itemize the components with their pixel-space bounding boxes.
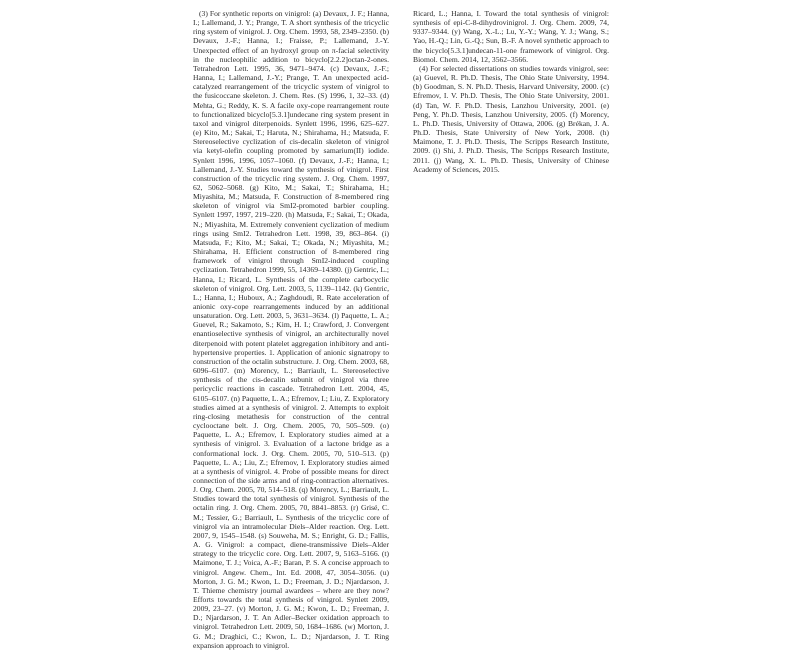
reference-3-continuation-paragraph: Ricard, L.; Hanna, I. Toward the total synthesis of vinigrol: synthesis of epi-C-8-dihydrovinigrol. J. Org. Chem. 2009, 74, 9337–9344. (y) Wang, X.-L.; Lu, Y.-Y.; Wang, Y. J.; Wang, S.; Yao, H.-Q.; Lin, G.-Q.; Sun, B.-F. A novel synthetic approach to the bicyclo[5.3.1]undecan-11-one framework of vinigrol. Org. Biomol. Chem. 2014, 12, 3562–3566. (413, 9, 609, 64)
reference-3-paragraph: (3) For synthetic reports on vinigrol: (a) Devaux, J. F.; Hanna, I.; Lallemand, J. Y.; Prange, T. A short synthesis of the tricyclic ring system of vinigrol. J. Org. Chem. 1993, 58, 2349–2350. (b) Devaux, J.-F.; Hanna, I.; Fraisse, P.; Lallemand, J.-Y. Unexpected effect of an hydroxyl group on π-facial selectivity in the nucleophilic addition to bicyclo[2.2.2]octan-2-ones. Tetrahedron Lett. 1995, 36, 9471–9474. (c) Devaux, J.-F.; Hanna, I.; Lallemand, J.-Y.; Prange, T. An unexpected acid-catalyzed rearrangement of the tricyclic system of vinigrol to the fusicoccane skeleton. J. Chem. Res. (S) 1996, 1, 32–33. (d) Mehta, G.; Reddy, K. S. A facile oxy-cope rearrangement route to functionalized bicyclo[5.3.1]undecane ring system present in taxol and vinigrol diterpenoids. Synlett 1996, 1996, 625–627. (e) Kito, M.; Sakai, T.; Haruta, N.; Shirahama, H.; Matsuda, F. Stereoselective cyclization of cis-decalin skeleton of vinigrol via ketyl-olefin coupling promoted by samarium(II) iodide. Synlett 1996, 1996, 1057–1060. (f) Devaux, J.-F.; Hanna, I.; Lallemand, J.-Y. Studies toward the synthesis of vinigrol. First construction of the tricyclic ring system. J. Org. Chem. 1997, 62, 5062–5068. (g) Kito, M.; Sakai, T.; Shirahama, H.; Miyashita, M.; Matsuda, F. Construction of 8-membered ring skeleton of vinigrol via SmI2-promoted barbier coupling. Synlett 1997, 1997, 219–220. (h) Matsuda, F.; Sakai, T.; Okada, N.; Miyashita, M. Extremely convenient cyclization of medium rings using SmI2. Tetrahedron Lett. 1998, 39, 863–864. (i) Matsuda, F.; Kito, M.; Sakai, T.; Okada, N.; Miyashita, M.; Shirahama, H. Efficient construction of 8-membered ring framework of vinigrol through SmI2-induced coupling cyclization. Tetrahedron 1999, 55, 14369–14380. (j) Gentric, L.; Hanna, I.; Ricard, L. Synthesis of the complete carbocyclic skeleton of vinigrol. Org. Lett. 2003, 5, 1139–1142. (k) Gentric, L.; Hanna, I.; Huboux, A.; Zaghdoudi, R. Rate acceleration of anionic oxy-cope rearrangements induced by an additional unsaturation. Org. Lett. 2003, 5, 3631–3634. (l) Paquette, L. A.; Guevel, R.; Sakamoto, S.; Kim, H. I.; Crawford, J. Convergent enantioselective synthesis of vinigrol, an architecturally novel diterpenoid with potent platelet aggregation inhibitory and anti-hypertensive properties. 1. Application of anionic signatropy to construction of the octalin substructure. J. Org. Chem. 2003, 68, 6096–6107. (m) Morency, L.; Barriault, L. Stereoselective synthesis of the cis-decalin subunit of vinigrol via three pericyclic reactions in cascade. Tetrahedron Lett. 2004, 45, 6105–6107. (n) Paquette, L. A.; Efremov, I.; Liu, Z. Exploratory studies aimed at a synthesis of vinigrol. 2. Attempts to exploit ring-closing metathesis for construction of the central cyclooctane belt. J. Org. Chem. 2005, 70, 505–509. (o) Paquette, L. A.; Efremov, I. Exploratory studies aimed at a synthesis of vinigrol. 3. Evaluation of a lactone bridge as a conformational lock. J. Org. Chem. 2005, 70, 510–513. (p) Paquette, L. A.; Liu, Z.; Efremov, I. Exploratory studies aimed at a synthesis of vinigrol. 4. Probe of possible means for direct connection of the side arms and of ring-contraction alternatives. J. Org. Chem. 2005, 70, 514–518. (q) Morency, L.; Barriault, L. Studies toward the total synthesis of vinigrol. Synthesis of the octalin ring. J. Org. Chem. 2005, 70, 8841–8853. (r) Grisé, C. M.; Tessier, G.; Barriault, L. Synthesis of the tricyclic core of vinigrol via an intramolecular Diels–Alder reaction. Org. Lett. 2007, 9, 1545–1548. (s) Souweha, M. S.; Enright, G. D.; Fallis, A. G. Vinigrol: a compact, diene-transmissive Diels–Alder strategy to the tricyclic core. Org. Lett. 2007, 9, 5163–5166. (t) Maimone, T. J.; Voica, A.-F.; Baran, P. S. A concise approach to vinigrol. Angew. Chem., Int. Ed. 2008, 47, 3054–3056. (u) Morton, J. G. M.; Kwon, L. D.; Freeman, J. D.; Njardarson, J. T. Thieme chemistry journal awardees – where are they now? Efforts towards the total synthesis of vinigrol. Synlett 2009, 2009, 23–27. (v) Morton, J. G. M.; Kwon, L. D.; Freeman, J. D.; Njardarson, J. T. An Adler–Becker oxidation approach to vinigrol. Tetrahedron Lett. 2009, 50, 1684–1686. (w) Morton, J. G. M.; Draghici, C.; Kwon, L. D.; Njardarson, J. T. Ring expansion approach to vinigrol. (193, 9, 389, 650)
left-column (193, 9, 389, 650)
right-column (413, 9, 609, 174)
reference-4-paragraph: (4) For selected dissertations on studies towards vinigrol, see: (a) Guevel, R. Ph.D. Thesis, The Ohio State University, 1994. (b) Goodman, S. N. Ph.D. Thesis, Harvard University, 2000. (c) Efremov, I. V. Ph.D. Thesis, The Ohio State University, 2001. (d) Tan, W. F. Ph.D. Thesis, Lanzhou University, 2001. (e) Peng, Y. Ph.D. Thesis, Lanzhou University, 2005. (f) Morency, L. Ph.D. Thesis, University of Ottawa, 2006. (g) Brékan, J. A. Ph.D. Thesis, State University of New York, 2008. (h) Maimone, T. J. Ph.D. Thesis, The Scripps Research Institute, 2009. (i) Shi, J. Ph.D. Thesis, The Scripps Research Institute, 2011. (j) Wang, X. L. Ph.D. Thesis, University of Chinese Academy of Sciences, 2015. (413, 63, 609, 174)
